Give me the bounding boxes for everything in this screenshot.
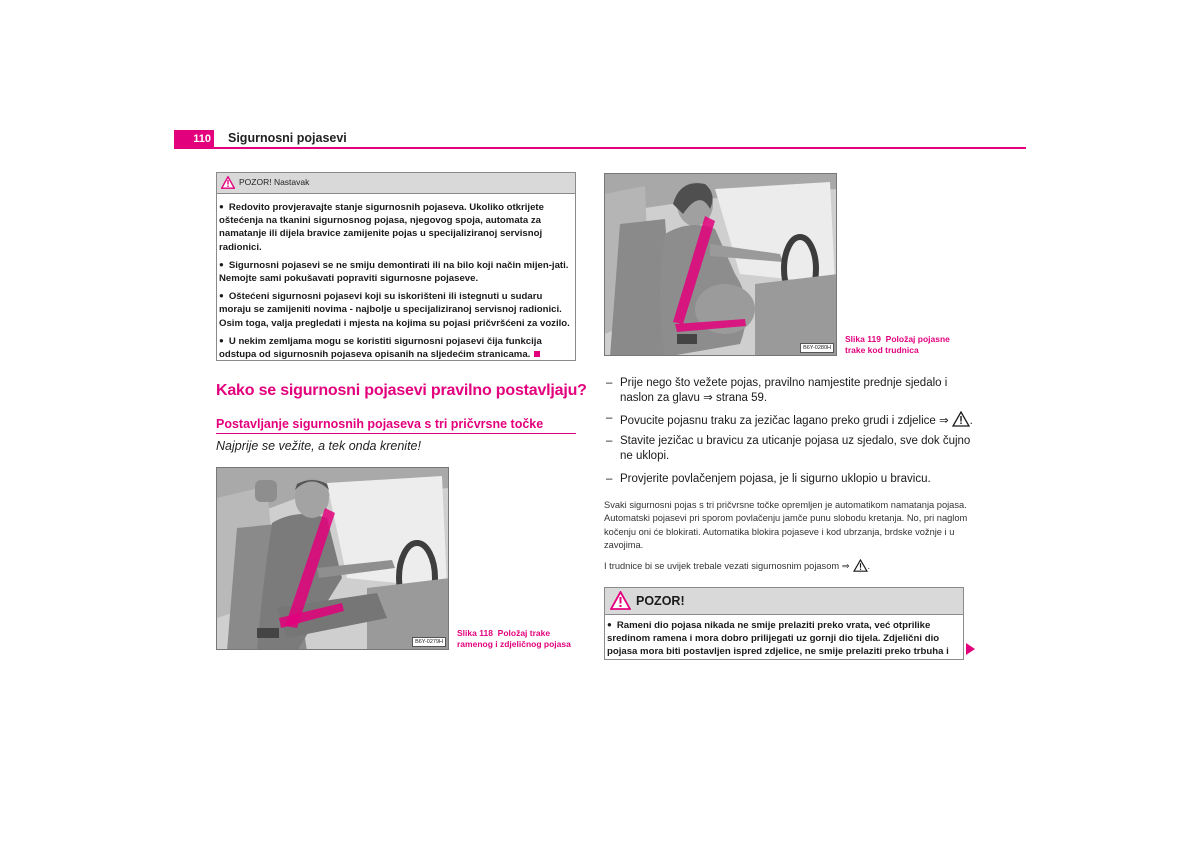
warning-triangle-icon [221, 176, 235, 189]
instruction-step: – Provjerite povlačenjem pojasa, je li sigurno uklopio u bravicu. [606, 473, 931, 485]
warning-box-header [217, 173, 575, 194]
header-rule [174, 147, 1026, 149]
warning-triangle-icon[interactable] [853, 559, 868, 572]
figure-119-caption: Slika 119 Položaj pojasne trake kod trudnica [845, 334, 950, 355]
warning-body [217, 194, 575, 361]
subsection-title: Postavljanje sigurnosnih pojaseva s tri pričvrsne točke [216, 417, 544, 431]
warning-label: POZOR! [636, 594, 685, 608]
warning-label: POZOR! Nastavak [239, 177, 310, 187]
warning-bullet: ● Redovito provjeravajte stanje sigurnosnih pojaseva. Ukoliko otkrijete oštećenja na tkanini sigurnosnog pojasa, njegovog spoja, automata za namatanje ili dijela bravice zamijenite pojas u specijaliziranoj servisnoj radionici. [219, 202, 544, 253]
figure-119-image [604, 173, 837, 356]
warning-bullet: ● Sigurnosni pojasevi se ne smiju demontirati ili na bilo koji način mijen-jati. Nemojte sami pokušavati popraviti sigurnosne pojaseve. [219, 259, 569, 285]
figure-code: B6Y-0280H [800, 343, 834, 353]
warning-triangle-icon[interactable] [952, 411, 970, 427]
figure-118-caption: Slika 118 Položaj trake ramenog i zdjeličnog pojasa [457, 628, 571, 649]
body-paragraph: Svaki sigurnosni pojas s tri pričvrsne točke opremljen je automatikom namatanja pojasa. Automatski pojasevi pri sporom povlačenju jamče punu slobodu kretanja. No, pri naglom kočenju oni će blokirati. Automatika blokira pojaseve i kod ubrzanja, brdske vožnje i u zavojima. [604, 500, 968, 550]
subsection-rule [216, 433, 576, 434]
driver-seatbelt-illustration [217, 468, 449, 650]
next-page-arrow-icon [966, 643, 975, 655]
instruction-step: – Stavite jezičac u bravicu za uticanje pojasa uz sjedalo, sve dok čujno ne uklopi. [606, 435, 971, 462]
warning-bullet: ● Oštećeni sigurnosni pojasevi koji su iskorišteni ili istegnuti u sudaru moraju se zamijeniti novima - najbolje u specijaliziranoj servisnoj radionici. Osim toga, valja pregledati i mjesta na kojima su pojasi pričvršćeni za vozilo. [219, 291, 570, 329]
instruction-step: – Povucite pojasnu traku za jezičac lagano preko grudi i zdjelice ⇒ . [606, 412, 973, 427]
warning-box-continued [216, 172, 576, 361]
warning-box-header [605, 588, 963, 615]
warning-body [605, 615, 963, 659]
section-title: Kako se sigurnosni pojasevi pravilno postavljaju? [216, 382, 587, 399]
instruction-step: – Prije nego što vežete pojas, pravilno namjestite prednje sjedalo i naslon za glavu ⇒ strana 59. [606, 377, 948, 404]
warning-bullet: ● U nekim zemljama mogu se koristiti sigurnosni pojasevi čija funkcija odstupa od sigurnosnih pojaseva opisanih na sljedećim stranicama. [219, 335, 542, 361]
figure-code: B6Y-0279H [412, 637, 446, 647]
chapter-title: Sigurnosni pojasevi [228, 131, 347, 145]
page-number: 110 [174, 130, 214, 148]
body-paragraph-pregnancy: I trudnice bi se uvijek trebale vezati sigurnosnim pojasom ⇒ . [604, 561, 871, 571]
figure-118-image [216, 467, 449, 650]
warning-triangle-icon [610, 591, 631, 610]
warning-bullet: ● Rameni dio pojasa nikada ne smije prelaziti preko vrata, već otprilike sredinom ramena i mora dobro prilijegati uz gornji dio tijela. Zdjelični dio pojasa mora biti postavljen ispred zdjelice, ne smije prelaziti preko trbuha i [607, 620, 949, 658]
warning-box [604, 587, 964, 660]
pregnant-driver-seatbelt-illustration [605, 174, 837, 356]
end-mark-icon [534, 351, 540, 357]
intro-text: Najprije se vežite, a tek onda krenite! [216, 439, 421, 453]
